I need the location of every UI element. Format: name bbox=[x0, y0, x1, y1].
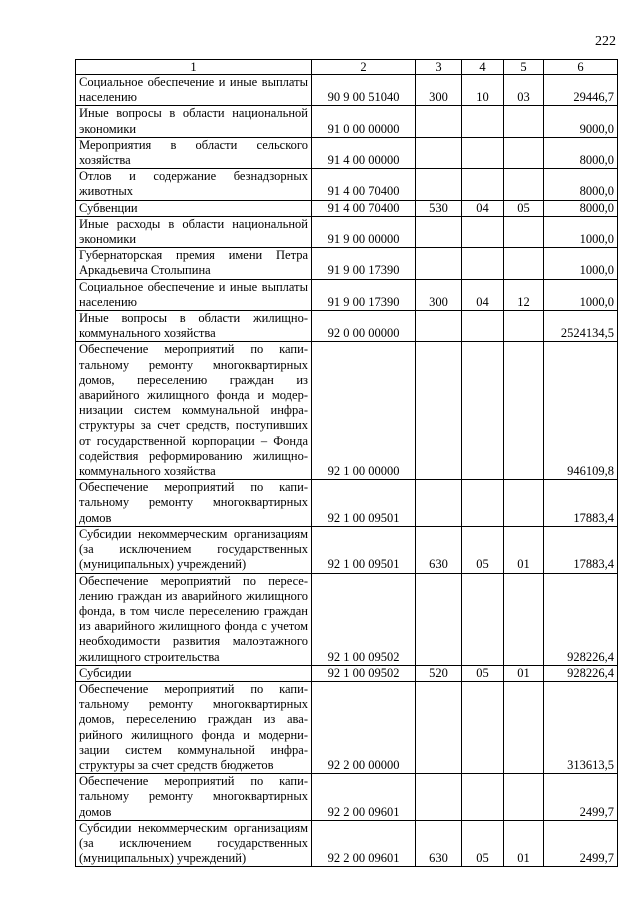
expense-type bbox=[416, 573, 462, 665]
table-row bbox=[76, 480, 618, 527]
budget-code: 92 1 00 09502 bbox=[312, 665, 416, 681]
section bbox=[462, 342, 504, 480]
section: 05 bbox=[462, 665, 504, 681]
item-name: Социальное обеспечение и иные выплаты населению bbox=[76, 75, 312, 106]
budget-code: 91 4 00 00000 bbox=[312, 137, 416, 168]
budget-code: 92 1 00 09502 bbox=[312, 573, 416, 665]
budget-code: 90 9 00 51040 bbox=[312, 75, 416, 106]
budget-table bbox=[75, 59, 618, 867]
subsection: 01 bbox=[504, 665, 544, 681]
expense-type: 520 bbox=[416, 665, 462, 681]
amount: 313613,5 bbox=[544, 681, 618, 773]
subsection: 01 bbox=[504, 526, 544, 573]
column-header: 2 bbox=[312, 60, 416, 75]
table-row bbox=[76, 200, 618, 216]
amount: 8000,0 bbox=[544, 169, 618, 200]
budget-code: 92 1 00 09501 bbox=[312, 526, 416, 573]
item-name: Субсидии некоммерческим организациям (за исключением государственных (муниципальных) учреждений) bbox=[76, 820, 312, 867]
item-name: Обеспечение мероприятий по капитальному ремонту многоквартирных домов, переселению граждан из аварийного жилищного фонда и модернизации систем коммунальной инфраструктуры за счет средств бюджетов bbox=[76, 681, 312, 773]
subsection bbox=[504, 681, 544, 773]
table-row bbox=[76, 106, 618, 137]
section: 05 bbox=[462, 820, 504, 867]
expense-type bbox=[416, 106, 462, 137]
table-row bbox=[76, 774, 618, 821]
amount: 9000,0 bbox=[544, 106, 618, 137]
subsection: 01 bbox=[504, 820, 544, 867]
table-row bbox=[76, 75, 618, 106]
amount: 1000,0 bbox=[544, 248, 618, 279]
amount: 8000,0 bbox=[544, 137, 618, 168]
table-row bbox=[76, 573, 618, 665]
section: 04 bbox=[462, 279, 504, 310]
subsection bbox=[504, 169, 544, 200]
page-number: 222 bbox=[595, 34, 616, 49]
budget-code: 91 9 00 17390 bbox=[312, 279, 416, 310]
table-row bbox=[76, 342, 618, 480]
expense-type: 300 bbox=[416, 75, 462, 106]
budget-code: 92 0 00 00000 bbox=[312, 311, 416, 342]
budget-code: 92 1 00 09501 bbox=[312, 480, 416, 527]
table-row bbox=[76, 526, 618, 573]
amount: 1000,0 bbox=[544, 279, 618, 310]
table-row bbox=[76, 216, 618, 247]
amount: 1000,0 bbox=[544, 216, 618, 247]
section bbox=[462, 216, 504, 247]
amount: 8000,0 bbox=[544, 200, 618, 216]
column-header: 1 bbox=[76, 60, 312, 75]
section bbox=[462, 480, 504, 527]
amount: 17883,4 bbox=[544, 480, 618, 527]
expense-type bbox=[416, 169, 462, 200]
subsection bbox=[504, 216, 544, 247]
budget-code: 91 9 00 17390 bbox=[312, 248, 416, 279]
section: 10 bbox=[462, 75, 504, 106]
subsection bbox=[504, 480, 544, 527]
table-row bbox=[76, 681, 618, 773]
expense-type: 300 bbox=[416, 279, 462, 310]
section bbox=[462, 681, 504, 773]
item-name: Социальное обеспечение и иные выплаты населению bbox=[76, 279, 312, 310]
section bbox=[462, 573, 504, 665]
item-name: Обеспечение мероприятий по переселению граждан из аварийного жилищного фонда, в том числе переселению граждан из аварийного жилищного фонда с учетом необходимости развития малоэтажного жилищного строительства bbox=[76, 573, 312, 665]
item-name: Иные вопросы в области национальной экономики bbox=[76, 106, 312, 137]
expense-type bbox=[416, 311, 462, 342]
expense-type: 630 bbox=[416, 820, 462, 867]
budget-code: 91 4 00 70400 bbox=[312, 200, 416, 216]
amount: 928226,4 bbox=[544, 573, 618, 665]
subsection bbox=[504, 106, 544, 137]
item-name: Субвенции bbox=[76, 200, 312, 216]
column-header: 5 bbox=[504, 60, 544, 75]
column-header: 3 bbox=[416, 60, 462, 75]
item-name: Иные вопросы в области жилищно-коммунального хозяйства bbox=[76, 311, 312, 342]
budget-code: 91 0 00 00000 bbox=[312, 106, 416, 137]
table-row bbox=[76, 248, 618, 279]
table-row bbox=[76, 820, 618, 867]
section bbox=[462, 137, 504, 168]
section: 05 bbox=[462, 526, 504, 573]
amount: 29446,7 bbox=[544, 75, 618, 106]
table-row bbox=[76, 137, 618, 168]
amount: 2524134,5 bbox=[544, 311, 618, 342]
column-header: 6 bbox=[544, 60, 618, 75]
section bbox=[462, 774, 504, 821]
column-header: 4 bbox=[462, 60, 504, 75]
table-row bbox=[76, 665, 618, 681]
expense-type bbox=[416, 774, 462, 821]
item-name: Обеспечение мероприятий по капитальному ремонту многоквартирных домов bbox=[76, 480, 312, 527]
subsection bbox=[504, 573, 544, 665]
expense-type: 630 bbox=[416, 526, 462, 573]
expense-type bbox=[416, 248, 462, 279]
item-name: Губернаторская премия имени Петра Аркадьевича Столыпина bbox=[76, 248, 312, 279]
table-row bbox=[76, 169, 618, 200]
subsection bbox=[504, 137, 544, 168]
subsection bbox=[504, 342, 544, 480]
amount: 17883,4 bbox=[544, 526, 618, 573]
table-body bbox=[76, 75, 618, 867]
item-name: Субсидии bbox=[76, 665, 312, 681]
amount: 2499,7 bbox=[544, 774, 618, 821]
budget-code: 92 2 00 09601 bbox=[312, 820, 416, 867]
budget-code: 92 1 00 00000 bbox=[312, 342, 416, 480]
expense-type bbox=[416, 681, 462, 773]
section bbox=[462, 248, 504, 279]
section bbox=[462, 106, 504, 137]
expense-type: 530 bbox=[416, 200, 462, 216]
item-name: Субсидии некоммерческим организациям (за исключением государственных (муниципальных) учреждений) bbox=[76, 526, 312, 573]
budget-code: 92 2 00 09601 bbox=[312, 774, 416, 821]
item-name: Иные расходы в области национальной экономики bbox=[76, 216, 312, 247]
section bbox=[462, 311, 504, 342]
amount: 2499,7 bbox=[544, 820, 618, 867]
budget-code: 91 9 00 00000 bbox=[312, 216, 416, 247]
section bbox=[462, 169, 504, 200]
item-name: Отлов и содержание безнадзорных животных bbox=[76, 169, 312, 200]
subsection bbox=[504, 311, 544, 342]
subsection: 12 bbox=[504, 279, 544, 310]
amount: 946109,8 bbox=[544, 342, 618, 480]
subsection bbox=[504, 774, 544, 821]
subsection: 03 bbox=[504, 75, 544, 106]
expense-type bbox=[416, 216, 462, 247]
expense-type bbox=[416, 137, 462, 168]
item-name: Обеспечение мероприятий по капитальному ремонту многоквартирных домов, переселению граждан из аварийного жилищного фонда и модернизации систем коммунальной инфраструктуры за счет средств, поступивших от государственной корпорации – Фонда содействия реформированию жилищно-коммунального хозяйства bbox=[76, 342, 312, 480]
item-name: Мероприятия в области сельского хозяйства bbox=[76, 137, 312, 168]
item-name: Обеспечение мероприятий по капитальному ремонту многоквартирных домов bbox=[76, 774, 312, 821]
expense-type bbox=[416, 480, 462, 527]
expense-type bbox=[416, 342, 462, 480]
table-row bbox=[76, 279, 618, 310]
subsection bbox=[504, 248, 544, 279]
amount: 928226,4 bbox=[544, 665, 618, 681]
table-row bbox=[76, 311, 618, 342]
section: 04 bbox=[462, 200, 504, 216]
budget-code: 91 4 00 70400 bbox=[312, 169, 416, 200]
budget-code: 92 2 00 00000 bbox=[312, 681, 416, 773]
header-row bbox=[76, 60, 618, 75]
subsection: 05 bbox=[504, 200, 544, 216]
